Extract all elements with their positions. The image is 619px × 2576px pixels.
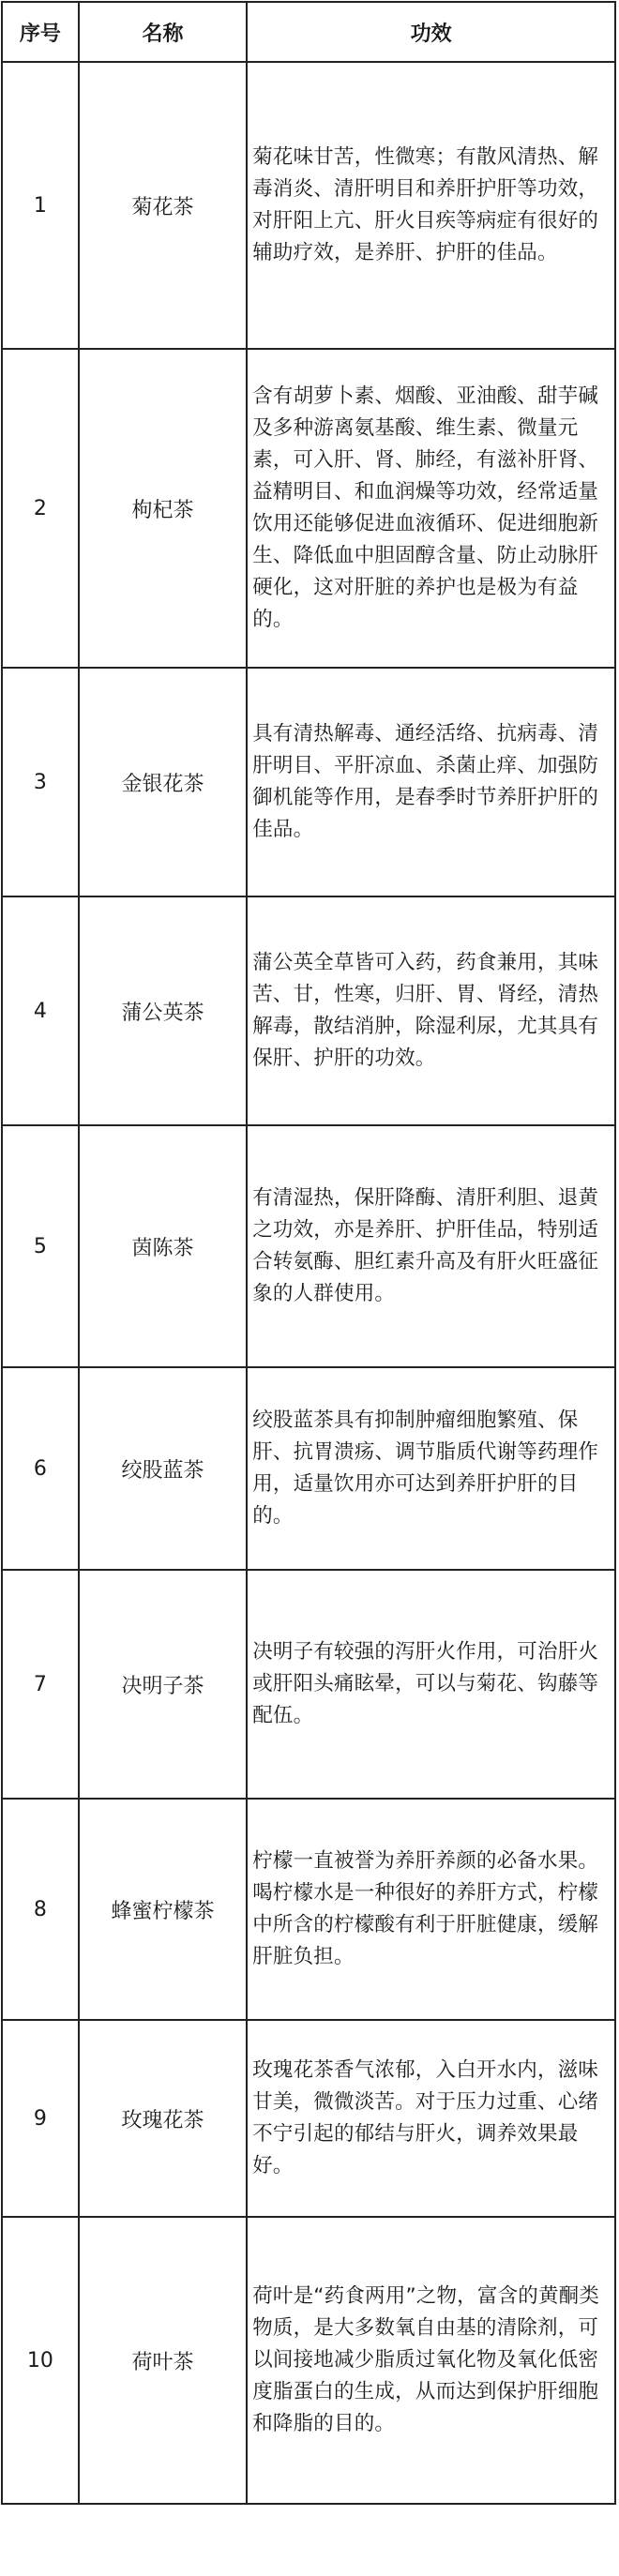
row-effect: 绞股蓝茶具有抑制肿瘤细胞繁殖、保肝、抗胃溃疡、调节脂质代谢等药理作用，适量饮用亦可达到养肝护肝的目的。: [252, 1409, 599, 1528]
row-effect-cell: [248, 2218, 616, 2503]
row-no: 4: [3, 897, 80, 1124]
header-no: 序号: [3, 3, 80, 61]
table-row: [3, 1368, 616, 1571]
tea-effects-table: [1, 1, 616, 2505]
row-name: 荷叶茶: [80, 2218, 248, 2503]
row-no: 3: [3, 669, 80, 896]
row-effect: 柠檬一直被誉为养肝养颜的必备水果。喝柠檬水是一种很好的养肝方式，柠檬中所含的柠檬酸有利于肝脏健康，缓解肝脏负担。: [252, 1849, 599, 1968]
row-no: 5: [3, 1126, 80, 1366]
row-effect: 玫瑰花茶香气浓郁，入白开水内，滋味甘美，微微淡苦。对于压力过重、心绪不宁引起的郁结与肝火，调养效果最好。: [252, 2058, 599, 2177]
table-row: [3, 1126, 616, 1368]
row-name: 蒲公英茶: [80, 897, 248, 1124]
row-name: 决明子茶: [80, 1571, 248, 1798]
row-effect: 决明子有较强的泻肝火作用，可治肝火或肝阳头痛眩晕，可以与菊花、钩藤等配伍。: [252, 1640, 599, 1727]
table-row: [3, 2218, 616, 2505]
row-effect: 菊花味甘苦，性微寒；有散风清热、解毒消炎、清肝明目和养肝护肝等功效，对肝阳上亢、肝火目疾等病症有很好的辅助疗效，是养肝、护肝的佳品。: [252, 145, 599, 264]
row-name: 枸杞茶: [80, 350, 248, 667]
row-effect-cell: [248, 63, 616, 348]
row-effect: 荷叶是“药食两用”之物，富含的黄酮类物质，是大多数氧自由基的清除剂，可以间接地减少脂质过氧化物及氧化低密度脂蛋白的生成，从而达到保护肝细胞和降脂的目的。: [252, 2284, 600, 2435]
header-effect: 功效: [248, 3, 616, 61]
row-effect-cell: [248, 897, 616, 1124]
row-effect-cell: [248, 669, 616, 896]
table-row: [3, 669, 616, 897]
table-row: [3, 897, 616, 1126]
row-effect: 蒲公英全草皆可入药，药食兼用，其味苦、甘，性寒，归肝、胃、肾经，清热解毒，散结消肿，除湿利尿，尤其具有保肝、护肝的功效。: [252, 951, 599, 1070]
row-effect-cell: [248, 1126, 616, 1366]
row-no: 10: [3, 2218, 80, 2503]
row-effect-cell: [248, 1800, 616, 2019]
table-row: [3, 2021, 616, 2218]
row-effect-cell: [248, 1571, 616, 1798]
row-name: 茵陈茶: [80, 1126, 248, 1366]
row-name: 金银花茶: [80, 669, 248, 896]
table-row: [3, 1800, 616, 2021]
row-effect-cell: [248, 2021, 616, 2216]
row-effect-cell: [248, 1368, 616, 1569]
table-row: [3, 1571, 616, 1800]
row-name: 绞股蓝茶: [80, 1368, 248, 1569]
row-no: 1: [3, 63, 80, 348]
row-name: 玫瑰花茶: [80, 2021, 248, 2216]
row-effect: 具有清热解毒、通经活络、抗病毒、清肝明目、平肝凉血、杀菌止痒、加强防御机能等作用，是春季时节养肝护肝的佳品。: [252, 722, 599, 841]
table-row: [3, 63, 616, 350]
row-name: 菊花茶: [80, 63, 248, 348]
row-no: 2: [3, 350, 80, 667]
table-header-row: [3, 3, 616, 63]
row-no: 8: [3, 1800, 80, 2019]
row-name: 蜂蜜柠檬茶: [80, 1800, 248, 2019]
row-no: 9: [3, 2021, 80, 2216]
header-name: 名称: [80, 3, 248, 61]
row-effect: 含有胡萝卜素、烟酸、亚油酸、甜芋碱及多种游离氨基酸、维生素、微量元素，可入肝、肾、肺经，有滋补肝肾、益精明目、和血润燥等功效，经常适量饮用还能够促进血液循环、促进细胞新生、降低血中胆固醇含量、防止动脉肝硬化，这对肝脏的养护也是极为有益的。: [252, 384, 599, 631]
row-effect-cell: [248, 350, 616, 667]
row-effect: 有清湿热，保肝降酶、清肝利胆、退黄之功效，亦是养肝、护肝佳品，特别适合转氨酶、胆红素升高及有肝火旺盛征象的人群使用。: [252, 1186, 599, 1305]
row-no: 7: [3, 1571, 80, 1798]
row-no: 6: [3, 1368, 80, 1569]
table-row: [3, 350, 616, 669]
